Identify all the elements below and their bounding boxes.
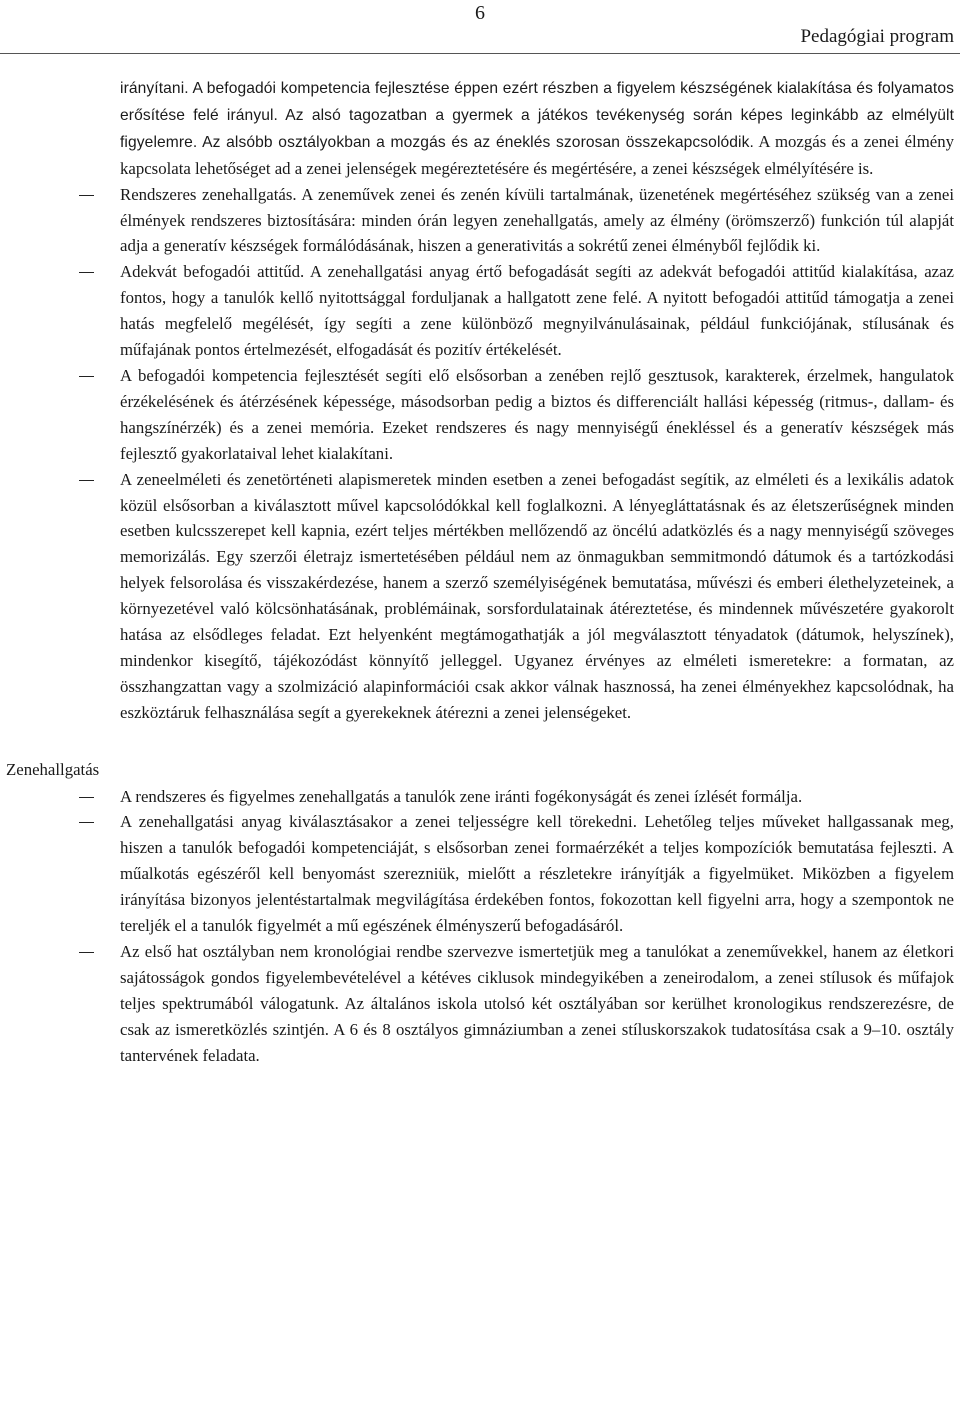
header-divider: [0, 53, 960, 54]
item-text: A zenehallgatási anyag értő befogadását segíti az adekvát befogadói attitűd kialakítása, azaz fontos, hogy a tanulók kellő nyitottsággal forduljanak a hallgatott zene felé. A nyitott befogadói attitűd támogatja a zenei hatás megfelelő megélését, így segíti a zene különböző megnyilvánulásainak, például funkciójának, stílusának és műfajának pontos értelmezését, elfogadását és pozitív értékelését.: [120, 262, 954, 360]
page-body: [0, 75, 960, 1069]
intro-paragraph: [0, 75, 960, 182]
list-item: [0, 259, 960, 363]
list-item: [0, 182, 960, 260]
item-lead: Rendszeres zenehallgatás.: [120, 184, 297, 204]
list-item: [0, 363, 960, 467]
dash-bullet-icon: [79, 822, 94, 823]
dash-bullet-icon: [79, 195, 94, 196]
intro-serif-text: A mozgás és a zenei élmény kapcsolata lehetőséget ad a zenei jelenségek megéreztetésére és megértésére, a zenei készségek elmélyítésére is.: [120, 131, 954, 178]
dash-bullet-icon: [79, 797, 94, 798]
page-number: 6: [475, 2, 485, 24]
intro-sans-text: irányítani. A befogadói kompetencia fejlesztése éppen ezért részben a figyelem készségének kialakítása és folyamatos erősítése felé irányul. Az alsó tagozatban a gyermek a játékos tevékenység során képes leginkább az elmélyült figyelemre. Az alsóbb osztályokban a mozgás és az éneklés szorosan összekapcsolódik.: [120, 80, 954, 151]
list-item: [0, 939, 960, 1069]
item-text: A zeneművek zenei és zenén kívüli tartalmának, üzenetének megértéséhez szükség van a zenei élmények rendszeres biztosítására: minden órán legyen zenehallgatás, amely az élmény (örömszerző) funkción túl alapját adja a generatív készségek formálódásának, hiszen a generativitás a sokrétű zenei élményből fejlődik ki.: [120, 184, 954, 256]
list-item: [0, 467, 960, 726]
section-heading: Zenehallgatás: [6, 759, 100, 779]
item-text: A zenehallgatási anyag kiválasztásakor a zenei teljességre kell törekedni. Lehetőleg teljes műveket hallgassanak meg, hiszen a tanulók befogadói kompetenciáját, s elsősorban zenei formaérzékét a teljes kompozíciók bemutatása fejleszti. A műalkotás egészéről kell benyomást szerezniük, mielőtt a részletekre irányítják a figyelmüket. Miközben a figyelem irányítása bizonyos jelentéstartalmak megvilágítása érdekében fontos, fokozottan kell figyelni arra, hogy a szempontok ne tereljék el a tanulók figyelmét a mű egészének élményszerű befogadásáról.: [120, 812, 954, 936]
dash-bullet-icon: [79, 376, 94, 377]
list-item: [0, 784, 960, 810]
item-text: A befogadói kompetencia fejlesztését segíti elő elsősorban a zenében rejlő gesztusok, karakterek, érzelmek, hangulatok érzékelésének és átérzésének képessége, másodsorban pedig a biztos és differenciált hallási képesség (ritmus-, dallam- és hangszínérzék) és a zenei memória. Ezeket rendszeres és nagy mennyiségű énekléssel és a generatív készségek más fejlesztő gyakorlataival lehet kialakítani.: [120, 365, 954, 463]
dash-bullet-icon: [79, 952, 94, 953]
running-header-title: Pedagógiai program: [800, 26, 954, 47]
dash-bullet-icon: [79, 480, 94, 481]
item-lead: Adekvát befogadói attitűd.: [120, 262, 305, 282]
item-text: Az első hat osztályban nem kronológiai rendbe szervezve ismertetjük meg a tanulókat a zeneművekkel, hanem az életkori sajátosságok gondos figyelembevételével a kétéves ciklusok mindegyikében a zeneirodalom, a zenei stílusok és műfajok teljes spektrumából válogatunk. Az általános iskola utolsó két osztályában sor kerülhet kronologikus rendszerezésre, de csak az ismeretközlés szintjén. A 6 és 8 osztályos gimnáziumban a zenei stíluskorszakok tudatosítása csak a 9–10. osztály tantervének feladata.: [120, 942, 954, 1065]
item-text: A rendszeres és figyelmes zenehallgatás a tanulók zene iránti fogékonyságát és zenei ízlését formálja.: [120, 786, 803, 806]
dash-bullet-icon: [79, 272, 94, 273]
list-item: [0, 809, 960, 939]
item-text: A zeneelméleti és zenetörténeti alapismeretek minden esetben a zenei befogadást segítik, az elméleti és a lexikális adatok közül elsősorban a kiválasztott művel kapcsolódókkal kell foglalkozni. A lényegláttatásnak és az életszerűségnek minden esetben kulcsszerepet kell kapnia, ezért teljes mértékben mellőzendő az öncélú adatközlés és a nagy mennyiségű szöveges memorizálás. Egy szerzői életrajz ismertetésében például nem az önmagukban semmitmondó dátumok és a tartózkodási helyek felsorolása és visszakérdezése, hanem a szerző személyiségének bemutatása, művészi és emberi élethelyzeteinek, a környezetével való kölcsönhatásának, problémáinak, sorsfordulatainak átéreztetése, és mindennek művészetére gyakorolt hatása az elsődleges feladat. Ezt helyenként megtámogathatják a jól megválasztott tényadatok (dátumok, helyszínek), mindenkor kisegítő, tájékozódást könnyítő jelleggel. Ugyanez érvényes az elméleti ismeretekre: a formatan, az összhangzattan vagy a szolmizáció alapinformációi csak akkor válnak hasznossá, ha zenei élményekhez kapcsolódnak, ha eszköztáruk felhasználása segít a gyerekeknek átérezni a zenei jelenségeket.: [120, 469, 954, 722]
